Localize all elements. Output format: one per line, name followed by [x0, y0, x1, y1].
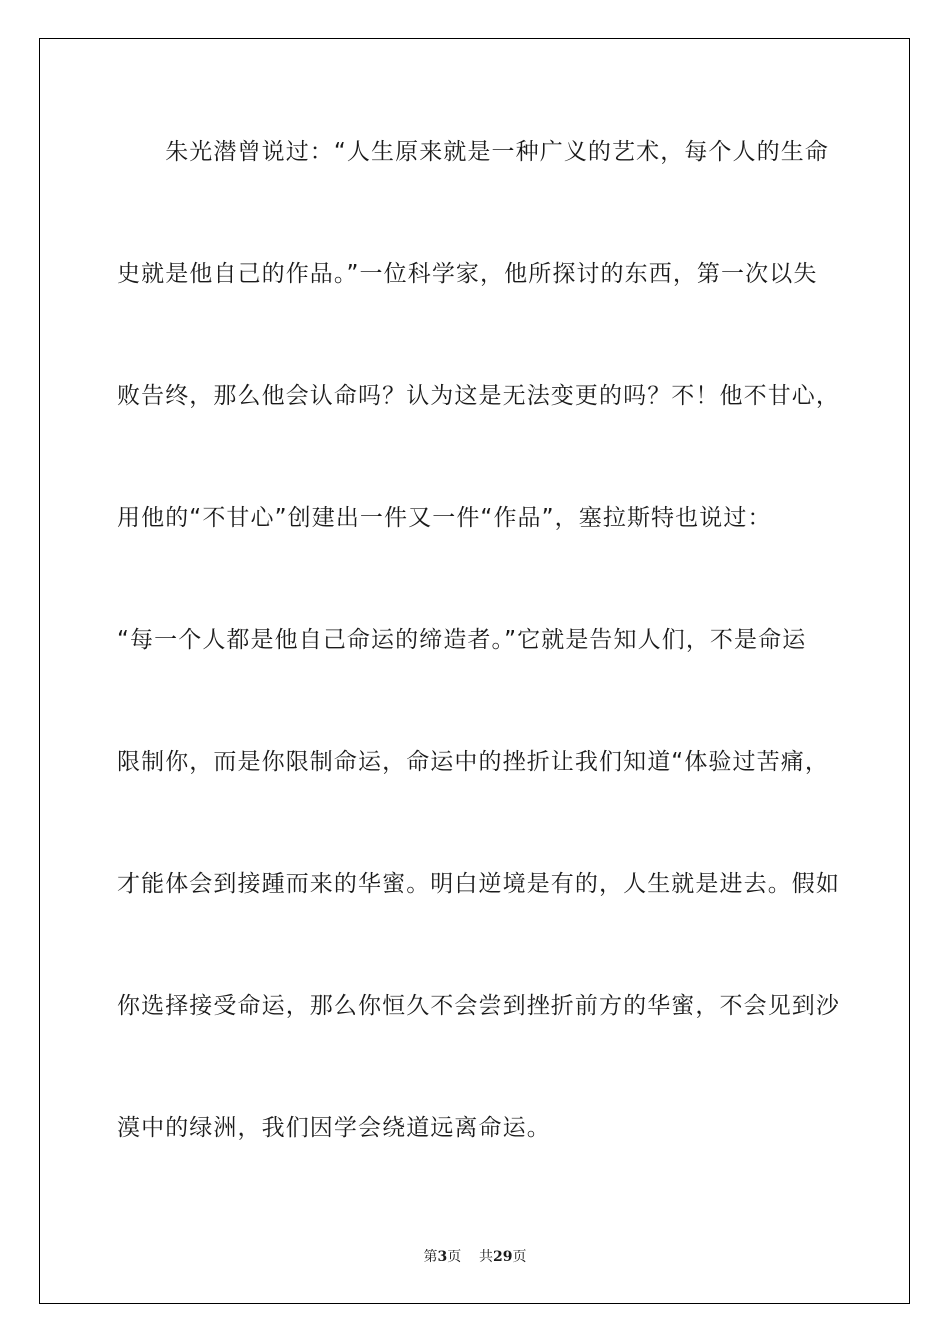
page-footer [0, 1246, 950, 1266]
total-prefix: 共 [479, 1249, 494, 1265]
page-current: 3 [437, 1249, 448, 1265]
text-line-5: “每一个人都是他自己命运的缔造者。”它就是告知人们，不是命运 [117, 627, 807, 653]
text-line-7: 才能体会到接踵而来的华蜜。明白逆境是有的，人生就是进去。假如 [117, 871, 840, 897]
text-line-9: 漠中的绿洲，我们因学会绕道远离命运。 [117, 1115, 551, 1141]
text-line-1: 朱光潜曾说过：“人生原来就是一种广义的艺术，每个人的生命 [117, 139, 829, 165]
page-prefix: 第 [423, 1249, 438, 1265]
text-line-6: 限制你，而是你限制命运，命运中的挫折让我们知道“体验过苦痛， [117, 749, 829, 775]
text-line-4: 用他的“不甘心”创建出一件又一件“作品”，塞拉斯特也说过： [117, 505, 772, 531]
page-total: 29 [493, 1249, 513, 1265]
page-suffix: 页 [447, 1249, 462, 1265]
text-line-8: 你选择接受命运，那么你恒久不会尝到挫折前方的华蜜，不会见到沙 [117, 993, 840, 1019]
total-suffix: 页 [512, 1249, 527, 1265]
text-line-3: 败告终，那么他会认命吗？认为这是无法变更的吗？不！他不甘心， [117, 383, 840, 409]
text-line-2: 史就是他自己的作品。”一位科学家，他所探讨的东西，第一次以失 [117, 261, 818, 287]
